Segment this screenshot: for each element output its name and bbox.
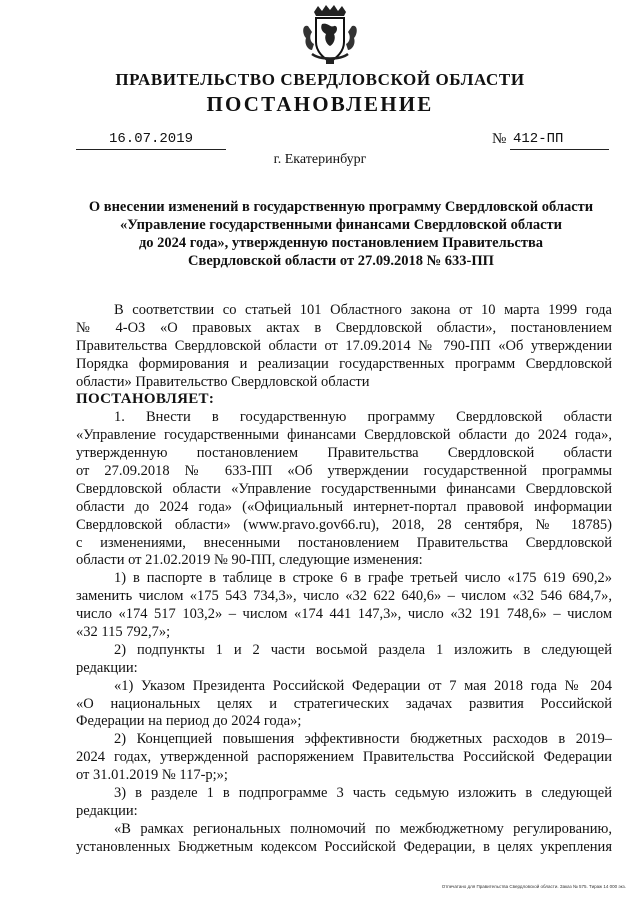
body-line: редакции:: [76, 802, 138, 819]
document-date: 16.07.2019: [76, 131, 226, 150]
body-line: Свердловской области «Управление государственными финансами Свердловской: [76, 480, 612, 497]
number-sign: №: [492, 131, 507, 147]
body-line: «32 115 792,7»;: [76, 624, 171, 641]
body-line: 3) в разделе 1 в подпрограмме 3 часть седьмую изложить в следующей: [114, 785, 612, 802]
city: г. Екатеринбург: [273, 152, 367, 167]
body-line: заменить числом «175 543 734,3», число «32 622 640,6» – числом «32 546 684,7»,: [76, 588, 612, 605]
body-line: Порядка формирования и реализации государственных программ Свердловской: [76, 355, 612, 372]
body-line: области до 2024 года» («Официальный интернет-портал правовой информации: [76, 498, 612, 515]
title-line: «Управление государственными финансами Свердловской области: [119, 217, 563, 233]
document-title: [70, 198, 612, 270]
body-line: от 31.01.2019 № 117-р;»;: [76, 767, 228, 784]
title-line: до 2024 года», утвержденную постановлением Правительства: [138, 235, 544, 251]
body-line: «1) Указом Президента Российской Федерации от 7 мая 2018 года № 204: [114, 677, 612, 694]
body-line: «В рамках региональных полномочий по межбюджетному регулированию,: [114, 820, 612, 837]
coat-of-arms-icon: [300, 4, 360, 66]
print-footer: Отпечатано для Правительства Свердловской области. Заказ № 575. Тираж 14 000 экз.: [441, 884, 626, 889]
body-line: «Управление государственными финансами Свердловской области до 2024 года»,: [76, 427, 612, 444]
body-line: № 4-ОЗ «О правовых актах в Свердловской области», постановлением: [76, 319, 612, 336]
body-line: установленных Бюджетным кодексом Российской Федерации, в целях укрепления: [76, 838, 612, 855]
body-line: Свердловской области» (www.pravo.gov66.ru), 2018, 28 сентября, № 18785): [76, 516, 612, 533]
body-line: от 27.09.2018 № 633-ПП «Об утверждении государственной программы: [76, 463, 612, 480]
body-line: 2) Концепцией повышения эффективности бюджетных расходов в 2019–: [114, 731, 612, 748]
title-line: Свердловской области от 27.09.2018 № 633-ПП: [188, 253, 494, 269]
body-line: области от 21.02.2019 № 90-ПП, следующие изменения:: [76, 552, 423, 569]
body-line: области» Правительство Свердловской области: [76, 373, 370, 390]
document-body: [76, 302, 612, 857]
document-number: 412-ПП: [510, 131, 609, 150]
body-line: 2024 годах, утвержденной распоряжением Правительства Российской Федерации: [76, 749, 612, 766]
body-line: с изменениями, внесенными постановлением Правительства Свердловской: [76, 534, 612, 551]
body-line: Правительства Свердловской области от 17.09.2014 № 790-ПП «Об утверждении: [76, 337, 612, 354]
body-line: В соответствии со статьей 101 Областного закона от 10 марта 1999 года: [114, 302, 612, 318]
body-line: 2) подпункты 1 и 2 части восьмой раздела 1 изложить в следующей: [114, 641, 612, 658]
body-line: утвержденную постановлением Правительства Свердловской области: [76, 445, 612, 462]
document-type: ПОСТАНОВЛЕНИЕ: [206, 92, 434, 116]
body-line: Федерации на период до 2024 года»;: [76, 713, 302, 730]
body-line: «О национальных целях и стратегических задачах развития Российской: [76, 695, 612, 712]
resolves-heading: ПОСТАНОВЛЯЕТ:: [76, 391, 215, 408]
body-line: 1) в паспорте в таблице в строке 6 в графе третьей число «175 619 690,2»: [114, 570, 612, 587]
body-line: число «174 517 103,2» – числом «174 441 147,3», число «32 191 748,6» – числом: [76, 606, 612, 623]
body-line: редакции:: [76, 659, 138, 676]
title-line: О внесении изменений в государственную программу Свердловской области: [88, 199, 594, 215]
government-name: ПРАВИТЕЛЬСТВО СВЕРДЛОВСКОЙ ОБЛАСТИ: [115, 70, 525, 89]
body-line: 1. Внести в государственную программу Свердловской области: [114, 409, 612, 426]
